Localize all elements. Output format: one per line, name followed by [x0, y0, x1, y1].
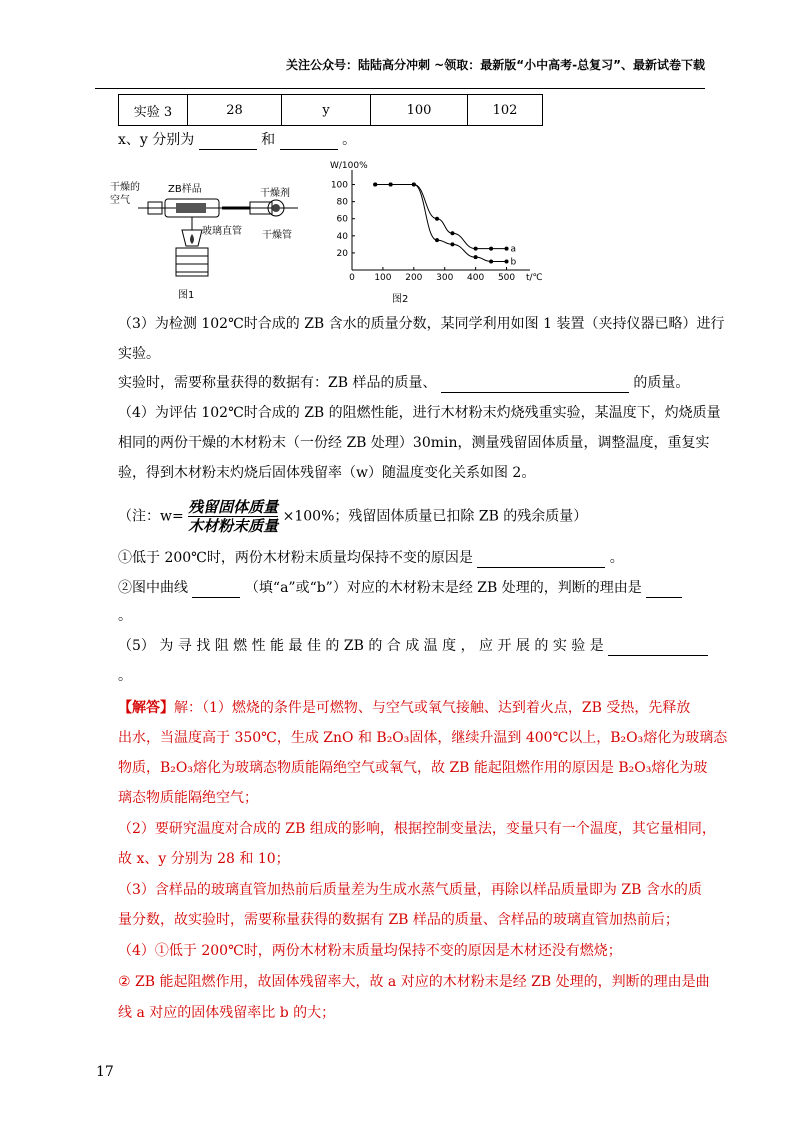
table-cell: 28 — [188, 95, 282, 126]
series-label-a: a — [510, 244, 517, 255]
residue-rate-chart — [322, 160, 542, 285]
series-line-b — [375, 185, 506, 262]
question-xy: x、y 分别为 和 。 — [118, 132, 357, 148]
series-label-b: b — [510, 257, 517, 268]
answer-line7: （3）含样品的玻璃直管加热前后质量差为生成水蒸气质量，再除以样品质量即为 ZB 含水的质 — [118, 882, 702, 898]
blank-q5 — [608, 639, 708, 656]
q4-line2: 相同的两份干燥的木材粉末（一份经 ZB 处理）30min，测量残留固体质量，调整温度，重复实 — [118, 435, 710, 451]
label-dry-tube: 干燥管 — [262, 230, 292, 241]
q3-line3: 实验时，需要称量获得的数据有：ZB 样品的质量、 的质量。 — [118, 375, 690, 391]
y-tick-label: 60 — [336, 214, 348, 225]
x-tick-label: 100 — [374, 273, 392, 283]
w-fraction: $\frac{\text{残留固体质量}}{\text{木材粉末质量}}$ — [188, 498, 279, 535]
answer-line9: （4）①低于 200℃时，两份木材粉末质量均保持不变的原因是木材还没有燃烧； — [118, 943, 622, 959]
y-tick-label: 20 — [336, 248, 348, 259]
data-point-b — [373, 183, 377, 187]
data-point-b — [505, 259, 509, 263]
blank-q4-2a — [192, 581, 240, 598]
x-tick-label: 0 — [349, 273, 355, 283]
label-dry-air: 干燥的 — [110, 182, 140, 193]
answer-line6: 故 x、y 分别为 28 和 10； — [118, 851, 290, 867]
x-axis-label: t/℃ — [526, 273, 542, 283]
data-point-a — [505, 247, 509, 251]
x-tick-label: 200 — [405, 273, 423, 283]
data-point-a — [489, 247, 493, 251]
data-point-b — [489, 259, 493, 263]
figure-2 — [322, 160, 542, 305]
x-tick-label: 400 — [467, 273, 485, 283]
blank-q4-2b — [646, 581, 682, 598]
label-zb-sample: ZB样品 — [168, 184, 202, 195]
data-point-b — [474, 255, 478, 259]
answer-line5: （2）要研究温度对合成的 ZB 组成的影响，根据控制变量法，变量只有一个温度，其它量相同， — [118, 821, 716, 837]
table-cell: 102 — [468, 95, 543, 126]
page-number: 17 — [96, 1064, 114, 1080]
answer-tag: 【解答】 — [118, 700, 174, 716]
q4-sub2: ②图中曲线 （填“a”或“b”）对应的木材粉末是经 ZB 处理的，判断的理由是 — [118, 578, 682, 598]
answer-line8: 量分数，故实验时，需要称量获得的数据有 ZB 样品的质量、含样品的玻璃直管加热前后； — [118, 912, 679, 928]
blank-q4-1 — [477, 551, 605, 568]
table-cell: 实验 3 — [119, 95, 188, 126]
y-tick-label: 40 — [336, 231, 348, 242]
x-tick-label: 500 — [497, 273, 516, 283]
answer-line2: 出水，当温度高于 350℃，生成 ZnO 和 B₂O₃固体，继续升温到 400℃以上，B₂O₃熔化为玻璃态 — [118, 730, 728, 746]
q5-end: 。 — [118, 668, 132, 684]
series-line-a — [375, 185, 506, 249]
q4-note: （注：w= $\frac{\text{残留固体质量}}{\text{木材粉末质量}}$ ×100%；残留固体质量已扣除 ZB 的残余质量） — [118, 498, 588, 535]
answer-line3: 物质，B₂O₃熔化为玻璃态物质能隔绝空气或氧气，故 ZB 能起阻燃作用的原因是 B₂O₃熔化为玻 — [118, 760, 708, 776]
answer-line4: 璃态物质能隔绝空气； — [118, 790, 258, 806]
answer-line10: ② ZB 能起阻燃作用，故固体残留率大，故 a 对应的木材粉末是经 ZB 处理的，判断的理由是曲 — [118, 974, 710, 990]
y-axis-label: W/100% — [330, 161, 368, 171]
data-point-b — [435, 238, 439, 242]
page-header: 关注公众号：陆陆高分冲刺 ~领取：最新版“小中高考-总复习”、最新试卷下载 — [286, 58, 705, 72]
q3-line1: （3）为检测 102℃时合成的 ZB 含水的质量分数，某同学利用如图 1 装置（夹持仪器已略）进行 — [118, 316, 725, 332]
q4-sub1: ①低于 200℃时，两份木材粉末质量均保持不变的原因是 。 — [118, 550, 624, 566]
data-point-b — [412, 183, 416, 187]
table-row — [119, 95, 543, 126]
table-cell: 100 — [371, 95, 468, 126]
answer-line11: 线 a 对应的固体残留率比 b 的大； — [118, 1005, 336, 1021]
figure-2-caption: 图2 — [392, 294, 409, 305]
data-point-b — [450, 242, 454, 246]
data-point-b — [389, 183, 393, 187]
y-tick-label: 100 — [330, 180, 348, 191]
data-point-a — [450, 231, 454, 235]
blank-y — [280, 133, 338, 150]
q4-sub2-end: 。 — [118, 608, 132, 624]
label-glass-tube: 玻璃直管 — [202, 226, 242, 237]
label-desiccant: 干燥剂 — [260, 188, 290, 199]
data-point-a — [435, 217, 439, 221]
figure-1 — [110, 178, 310, 303]
label-air: 空气 — [110, 195, 130, 206]
q5-line: （5） 为 寻 找 阻 燃 性 能 最 佳 的 ZB 的 合 成 温 度 ， 应 开 展 的 实 验 是 — [118, 636, 708, 656]
figure-1-caption: 图1 — [178, 290, 195, 301]
x-tick-label: 300 — [436, 273, 454, 283]
q4-line1: （4）为评估 102℃时合成的 ZB 的阻燃性能，进行木材粉末灼烧残重实验，某温度下，灼烧质量 — [118, 405, 721, 421]
table-cell: y — [282, 95, 371, 126]
blank-x — [199, 133, 257, 150]
q4-line3: 验，得到木材粉末灼烧后固体残留率（w）随温度变化关系如图 2。 — [118, 465, 536, 481]
answer-line1: 【解答】解：（1）燃烧的条件是可燃物、与空气或氧气接触、达到着火点，ZB 受热，先释放 — [118, 700, 691, 716]
data-point-a — [474, 247, 478, 251]
blank-q3 — [441, 376, 629, 393]
q3-line2: 实验。 — [118, 346, 160, 362]
y-tick-label: 80 — [336, 197, 348, 208]
experiment-table — [118, 94, 543, 126]
header-rule — [95, 88, 705, 89]
